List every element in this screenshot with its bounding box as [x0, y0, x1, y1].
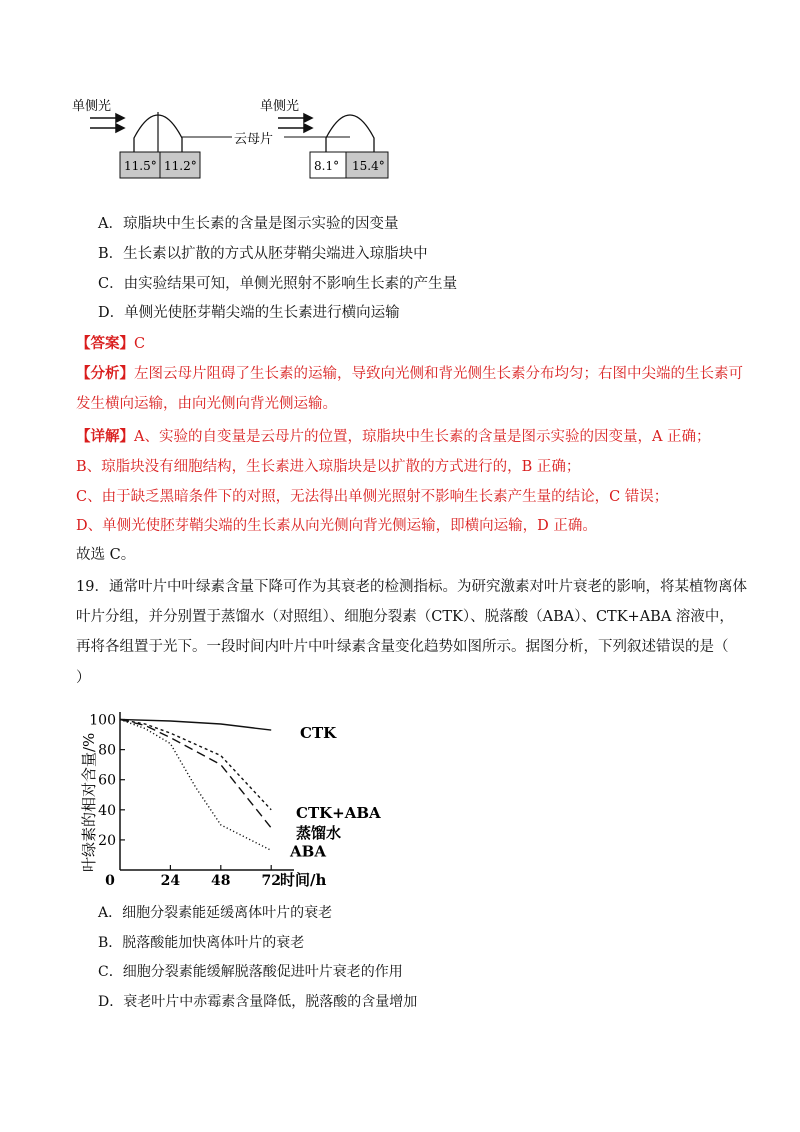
q19-line-4: ） [76, 670, 91, 686]
svg-text:15.4°: 15.4° [352, 159, 385, 173]
light-label-right: 单侧光 [260, 99, 300, 114]
q19-option-a: A．细胞分裂素能延缓离体叶片的衰老 [98, 905, 333, 921]
x-tick-label: 48 [211, 873, 231, 889]
series-line-1 [120, 720, 271, 810]
chart-ylabel: 叶绿素的相对含量/% [80, 732, 98, 872]
q19-line-2: 叶片分组，并分别置于蒸馏水（对照组）、细胞分裂素（CTK）、脱落酸（ABA）、CTK+ABA 溶液中， [76, 609, 734, 625]
svg-text:8.1°: 8.1° [314, 159, 340, 173]
y-tick-label: 80 [98, 742, 116, 759]
q19-option-b: B．脱落酸能加快离体叶片的衰老 [98, 935, 305, 951]
q19-line-3: 再将各组置于光下。一段时间内叶片中叶绿素含量变化趋势如图所示。据图分析，下列叙述错误的是（ [76, 639, 729, 655]
x-tick-label: 72 [261, 873, 281, 889]
chlorophyll-line-chart [72, 700, 381, 900]
detail-line-2: B、琼脂块没有细胞结构，生长素进入琼脂块是以扩散的方式进行的，B 正确； [76, 459, 581, 475]
mica-label: 云母片 [234, 132, 274, 147]
series-label-1: CTK+ABA [296, 803, 381, 822]
conclusion-line: 故选 C。 [76, 547, 136, 563]
detail-line-3: C、由于缺乏黑暗条件下的对照，无法得出单侧光照射不影响生长素产生量的结论，C 错误； [76, 489, 669, 505]
q19-line-1: 19．通常叶片中叶绿素含量下降可作为其衰老的检测指标。为研究激素对叶片衰老的影响，将某植物离体 [76, 579, 747, 595]
q19-option-d: D．衰老叶片中赤霉素含量降低，脱落酸的含量增加 [98, 994, 418, 1010]
y-tick-label: 20 [98, 832, 116, 849]
q18-option-b: B．生长素以扩散的方式从胚芽鞘尖端进入琼脂块中 [98, 246, 428, 262]
q19-option-c: C．细胞分裂素能缓解脱落酸促进叶片衰老的作用 [98, 964, 403, 980]
series-line-0 [120, 720, 271, 731]
detail-line-1: 【详解】A、实验的自变量是云母片的位置，琼脂块中生长素的含量是图示实验的因变量，A 正确； [76, 428, 711, 445]
chart-xlabel: 时间/h [280, 871, 327, 889]
svg-text:11.2°: 11.2° [164, 159, 197, 173]
analysis-line-1: 【分析】左图云母片阻碍了生长素的运输，导致向光侧和背光侧生长素分布均匀；右图中尖端的生长素可 [76, 365, 743, 382]
y-tick-label: 60 [98, 772, 116, 789]
answer-line: 【答案】C [76, 335, 146, 352]
y-tick-label: 100 [89, 712, 116, 729]
series-line-2 [120, 720, 271, 828]
light-arrows-left [90, 114, 124, 132]
series-label-0: CTK [300, 724, 337, 743]
light-label-left: 单侧光 [72, 99, 112, 114]
x-tick-label: 0 [105, 873, 115, 889]
q18-option-a: A．琼脂块中生长素的含量是图示实验的因变量 [98, 216, 399, 232]
series-label-3: ABA [290, 842, 326, 861]
series-label-2: 蒸馏水 [296, 823, 342, 842]
detail-line-4: D、单侧光使胚芽鞘尖端的生长素从向光侧向背光侧运输，即横向运输，D 正确。 [76, 518, 597, 534]
q18-option-d: D．单侧光使胚芽鞘尖端的生长素进行横向运输 [98, 305, 400, 321]
y-tick-label: 40 [98, 802, 116, 819]
x-tick-label: 24 [160, 873, 181, 889]
analysis-line-2: 发生横向运输，由向光侧向背光侧运输。 [76, 396, 337, 412]
series-line-3 [120, 720, 271, 851]
coleoptile-tip-right [326, 115, 374, 152]
svg-text:11.5°: 11.5° [124, 159, 157, 173]
q18-option-c: C．由实验结果可知，单侧光照射不影响生长素的产生量 [98, 276, 458, 292]
coleoptile-figure [70, 90, 410, 190]
